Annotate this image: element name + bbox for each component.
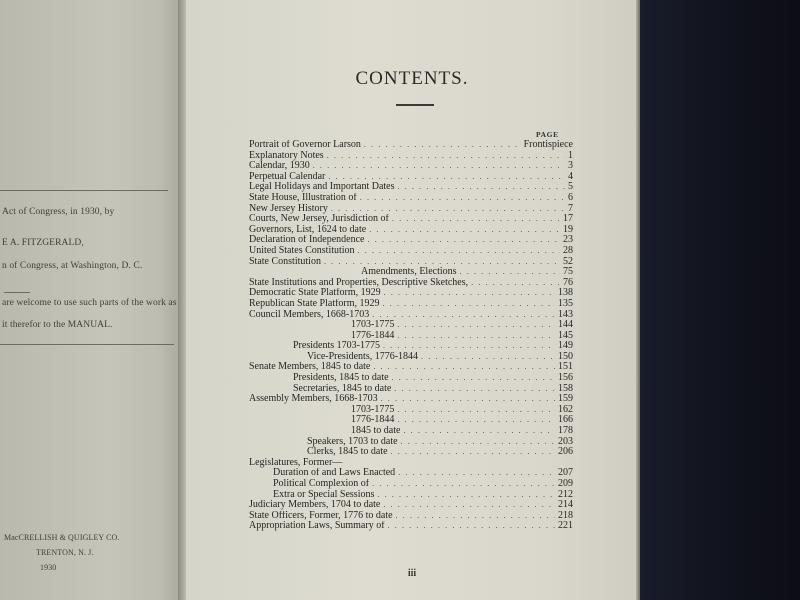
toc-entry-label: 1703-1775 bbox=[351, 404, 395, 415]
toc-leader-dots bbox=[364, 140, 521, 151]
toc-entry-page: 23 bbox=[563, 235, 573, 246]
toc-entry-label: Duration of and Laws Enacted bbox=[273, 468, 396, 479]
toc-entry-label: Perpetual Calendar bbox=[249, 171, 326, 182]
toc-entry-page: 149 bbox=[558, 341, 573, 352]
toc-entry bbox=[249, 437, 573, 448]
toc-entry bbox=[249, 172, 573, 183]
toc-entry-label: Clerks, 1845 to date bbox=[307, 447, 388, 458]
toc-entry-page: 145 bbox=[558, 330, 573, 341]
contents-page bbox=[186, 0, 638, 600]
toc-entry bbox=[249, 490, 573, 501]
toc-entry bbox=[249, 278, 573, 289]
toc-leader-dots bbox=[460, 267, 560, 278]
toc-leader-dots bbox=[397, 331, 555, 342]
toc-entry bbox=[249, 479, 573, 490]
toc-entry bbox=[249, 299, 573, 310]
toc-entry-label: Secretaries, 1845 to date bbox=[293, 383, 392, 394]
toc-entry bbox=[249, 458, 573, 469]
toc-entry-label: State House, Illustration of bbox=[249, 192, 357, 203]
toc-entry-label: 1776-1844 bbox=[351, 330, 395, 341]
toc-leader-dots bbox=[391, 447, 555, 458]
toc-entry bbox=[249, 373, 573, 384]
toc-entry-page: 4 bbox=[568, 171, 573, 182]
toc-entry-page: 212 bbox=[558, 489, 573, 500]
toc-entry bbox=[249, 331, 573, 342]
toc-leader-dots bbox=[372, 479, 555, 490]
toc-entry-label: Presidents 1703-1775 bbox=[293, 341, 380, 352]
toc-leader-dots bbox=[369, 225, 560, 236]
copyright-location: n of Congress, at Washington, D. C. bbox=[2, 261, 143, 271]
toc-entry bbox=[249, 511, 573, 522]
page-edge bbox=[636, 0, 640, 600]
left-page bbox=[0, 0, 182, 600]
left-page-short-rule bbox=[4, 292, 30, 293]
toc-entry bbox=[249, 394, 573, 405]
toc-entry bbox=[249, 341, 573, 352]
toc-leader-dots bbox=[360, 193, 565, 204]
toc-leader-dots bbox=[331, 204, 565, 215]
toc-entry-page: 76 bbox=[563, 277, 573, 288]
toc-leader-dots bbox=[377, 490, 555, 501]
toc-entry-label: Political Complexion of bbox=[273, 479, 370, 489]
permission-line-1: are welcome to use such parts of the work as bbox=[2, 298, 177, 308]
toc-leader-dots bbox=[373, 362, 555, 373]
toc-entry-label: Legislatures, Former— bbox=[249, 457, 343, 468]
permission-line-2: it therefor to the MANUAL. bbox=[2, 320, 113, 330]
toc-entry-page: 144 bbox=[558, 320, 573, 331]
toc-entry bbox=[249, 426, 573, 437]
toc-entry bbox=[249, 415, 573, 426]
toc-leader-dots bbox=[327, 151, 565, 162]
toc-leader-dots bbox=[392, 214, 560, 225]
toc-entry-page: 162 bbox=[558, 404, 573, 415]
toc-entry-page: 3 bbox=[568, 161, 573, 172]
toc-entry bbox=[249, 257, 573, 268]
printer-city: TRENTON, N. J. bbox=[36, 548, 94, 557]
toc-entry bbox=[249, 521, 573, 532]
toc-entry-page: 221 bbox=[558, 521, 573, 532]
toc-entry-label: Governors, List, 1624 to date bbox=[249, 224, 367, 235]
toc-entry-page: 214 bbox=[558, 500, 573, 511]
toc-entry-label: 1703-1775 bbox=[351, 320, 395, 331]
toc-entry-label: Legal Holidays and Important Dates bbox=[249, 182, 395, 193]
page-number: iii bbox=[407, 568, 417, 579]
toc-entry-label: New Jersey History bbox=[249, 203, 328, 214]
copyright-name: E A. FITZGERALD, bbox=[2, 238, 84, 248]
toc-entry bbox=[249, 214, 573, 225]
toc-entry bbox=[249, 140, 573, 151]
printer-year: 1930 bbox=[40, 563, 57, 572]
toc-leader-dots bbox=[398, 182, 565, 193]
toc-entry-page: 7 bbox=[568, 203, 573, 214]
toc-entry bbox=[249, 204, 573, 215]
toc-leader-dots bbox=[383, 299, 555, 310]
toc-entry-page: 209 bbox=[558, 479, 573, 489]
toc-entry-label: Presidents, 1845 to date bbox=[293, 373, 389, 384]
title-underline bbox=[396, 104, 434, 106]
toc-leader-dots bbox=[313, 161, 565, 172]
toc-entry-label: Calendar, 1930 bbox=[249, 161, 310, 172]
toc-leader-dots bbox=[383, 500, 555, 511]
toc-entry-label: Explanatory Notes bbox=[249, 150, 324, 161]
toc-entry-page: 206 bbox=[558, 447, 573, 458]
toc-leader-dots bbox=[471, 278, 560, 289]
toc-entry bbox=[249, 384, 573, 395]
toc-leader-dots bbox=[383, 341, 555, 352]
toc-entry-page: 138 bbox=[558, 288, 573, 299]
toc-entry-page: 207 bbox=[558, 468, 573, 479]
toc-entry-label: United States Constitution bbox=[249, 245, 355, 256]
page-title: CONTENTS. bbox=[355, 68, 469, 89]
toc-entry bbox=[249, 288, 573, 299]
left-page-rule-bottom bbox=[0, 344, 174, 345]
printer-name: MacCRELLISH & QUIGLEY CO. bbox=[4, 533, 120, 542]
toc-entry-label: State Officers, Former, 1776 to date bbox=[249, 510, 393, 521]
toc-leader-dots bbox=[394, 384, 555, 395]
toc-entry bbox=[249, 468, 573, 479]
toc-entry bbox=[249, 151, 573, 162]
toc-entry-page: 75 bbox=[563, 267, 573, 278]
toc-entry-page: 218 bbox=[558, 510, 573, 521]
toc-entry-label: Council Members, 1668-1703 bbox=[249, 309, 370, 320]
toc-entry bbox=[249, 267, 573, 278]
toc-entry-label: Appropriation Laws, Summary of bbox=[249, 521, 385, 532]
toc-leader-dots bbox=[384, 288, 555, 299]
toc-entry-page: 158 bbox=[558, 383, 573, 394]
toc-entry-label: Assembly Members, 1668-1703 bbox=[249, 394, 378, 405]
toc-entry bbox=[249, 500, 573, 511]
toc-entry-label: State Constitution bbox=[249, 256, 321, 267]
toc-leader-dots bbox=[401, 437, 555, 448]
toc-entry bbox=[249, 246, 573, 257]
toc-leader-dots bbox=[398, 468, 555, 479]
toc-leader-dots bbox=[328, 172, 565, 183]
toc-entry-label: Extra or Special Sessions bbox=[273, 489, 375, 500]
toc-entry-label: Republican State Platform, 1929 bbox=[249, 298, 380, 309]
toc-entry-page: 203 bbox=[558, 436, 573, 447]
toc-entry-page: 150 bbox=[558, 351, 573, 362]
toc-entry-page: 156 bbox=[558, 373, 573, 384]
toc-entry-page: 151 bbox=[558, 362, 573, 373]
toc-entry-page: 52 bbox=[563, 256, 573, 267]
toc-leader-dots bbox=[392, 373, 555, 384]
toc-entry-label: Courts, New Jersey, Jurisdiction of bbox=[249, 214, 389, 225]
toc-entry-label: Declaration of Independence bbox=[249, 235, 365, 246]
page-column-label: PAGE bbox=[536, 130, 559, 139]
toc-entry-label: Speakers, 1703 to date bbox=[307, 436, 398, 447]
toc-entry-page: Frontispiece bbox=[523, 140, 573, 150]
toc-entry-page: 135 bbox=[558, 298, 573, 309]
toc-entry-page: 28 bbox=[563, 245, 573, 256]
toc-entry bbox=[249, 362, 573, 373]
toc-leader-dots bbox=[324, 257, 560, 268]
toc-leader-dots bbox=[396, 511, 555, 522]
table-of-contents bbox=[249, 140, 573, 532]
toc-entry bbox=[249, 405, 573, 416]
toc-entry-page: 159 bbox=[558, 394, 573, 405]
dark-background bbox=[630, 0, 800, 600]
toc-entry-label: Amendments, Elections bbox=[361, 267, 457, 278]
toc-entry-page: 1 bbox=[568, 150, 573, 161]
toc-entry-page: 6 bbox=[568, 192, 573, 203]
toc-entry-page: 19 bbox=[563, 224, 573, 235]
toc-leader-dots bbox=[388, 521, 555, 532]
toc-leader-dots bbox=[397, 405, 555, 416]
copyright-line: Act of Congress, in 1930, by bbox=[2, 207, 115, 217]
left-page-rule-top bbox=[0, 190, 168, 191]
toc-entry-page: 178 bbox=[558, 426, 573, 437]
toc-entry-page: 166 bbox=[558, 415, 573, 426]
toc-entry-label: Democratic State Platform, 1929 bbox=[249, 288, 381, 299]
toc-entry bbox=[249, 352, 573, 363]
toc-leader-dots bbox=[358, 246, 560, 257]
toc-entry-label: Vice-Presidents, 1776-1844 bbox=[307, 351, 419, 362]
toc-leader-dots bbox=[403, 426, 555, 437]
toc-entry-page: 17 bbox=[563, 214, 573, 225]
toc-entry bbox=[249, 320, 573, 331]
toc-leader-dots bbox=[397, 415, 555, 426]
toc-entry-label: Judiciary Members, 1704 to date bbox=[249, 500, 381, 511]
toc-entry-page: 143 bbox=[558, 309, 573, 320]
toc-entry bbox=[249, 225, 573, 236]
toc-entry bbox=[249, 193, 573, 204]
toc-entry-label: State Institutions and Properties, Descriptive Sketches, bbox=[249, 277, 469, 288]
toc-entry bbox=[249, 447, 573, 458]
toc-leader-dots bbox=[368, 235, 561, 246]
toc-leader-dots bbox=[381, 394, 555, 405]
toc-entry bbox=[249, 182, 573, 193]
toc-entry bbox=[249, 161, 573, 172]
toc-entry-label: 1776-1844 bbox=[351, 415, 395, 426]
toc-leader-dots bbox=[397, 320, 555, 331]
toc-leader-dots bbox=[372, 310, 555, 321]
toc-entry bbox=[249, 310, 573, 321]
toc-entry-label: Senate Members, 1845 to date bbox=[249, 362, 371, 373]
toc-entry-label: Portrait of Governor Larson bbox=[249, 140, 361, 150]
toc-entry-page: 5 bbox=[568, 182, 573, 193]
toc-entry bbox=[249, 235, 573, 246]
toc-entry-label: 1845 to date bbox=[351, 426, 401, 437]
toc-leader-dots bbox=[421, 352, 555, 363]
